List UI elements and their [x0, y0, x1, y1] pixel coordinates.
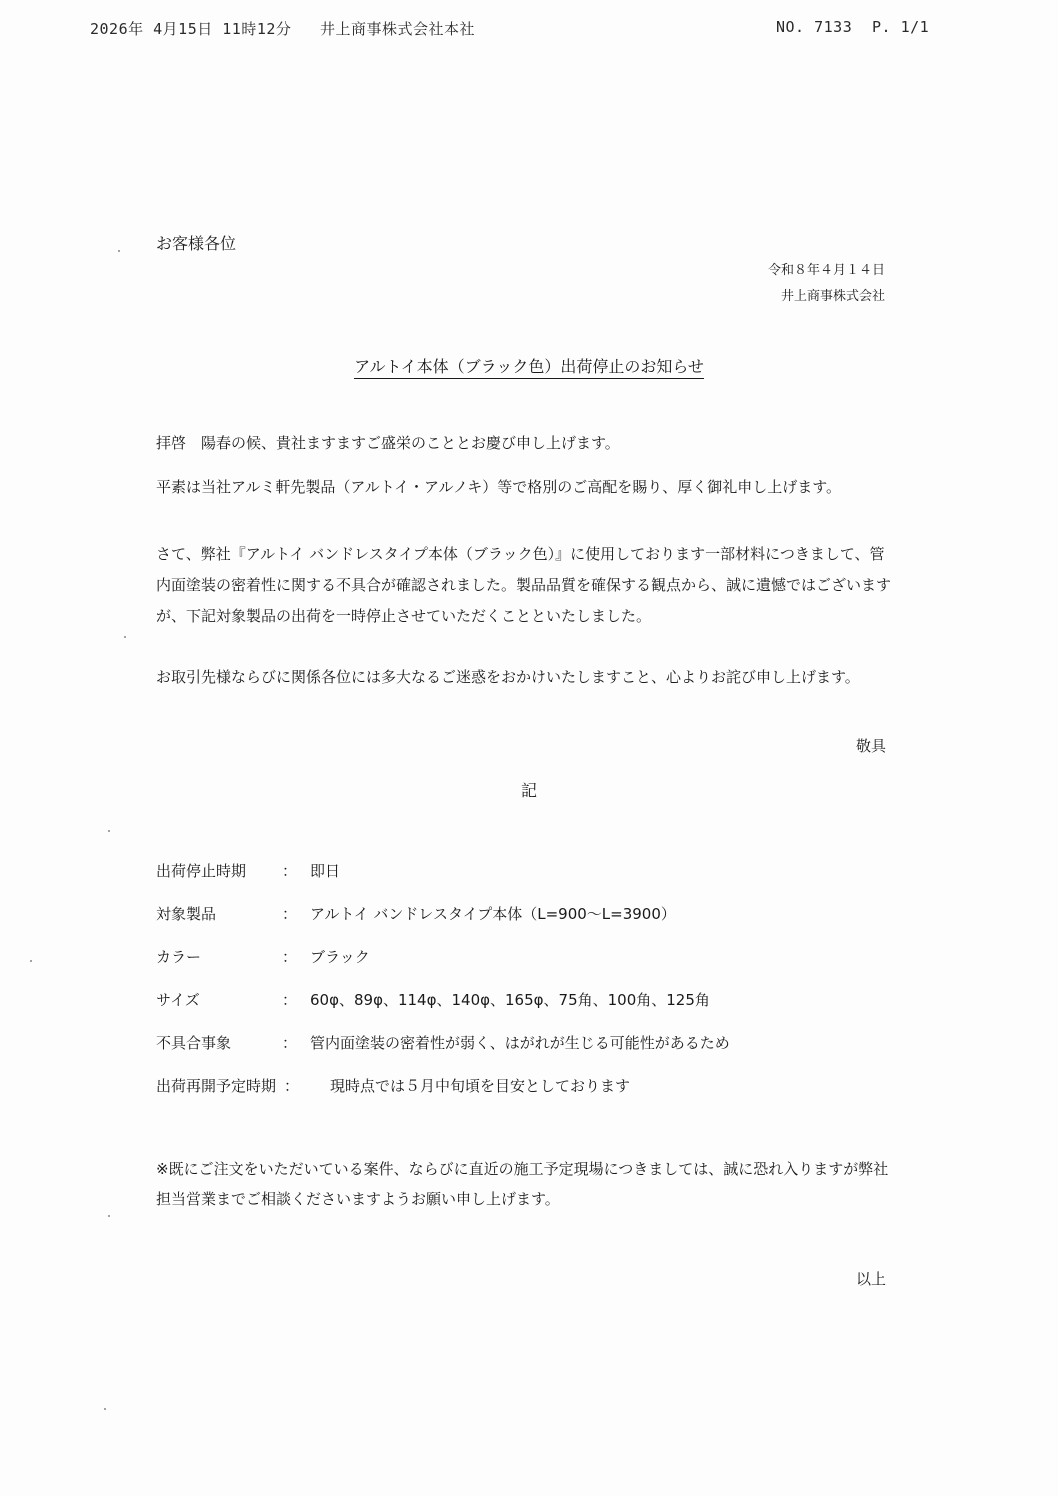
- detail-row-stop-date: [156, 860, 916, 903]
- paragraph-thanks: 平素は当社アルミ軒先製品（アルトイ・アルノキ）等で格別のご高配を賜り、厚く御礼申し上げます。: [156, 478, 842, 496]
- detail-row-resume-date: [156, 1075, 916, 1118]
- paragraph-greeting: 拝啓 陽春の候、貴社ますますご盛栄のこととお慶び申し上げます。: [156, 434, 620, 452]
- letter-title: [0, 354, 1058, 377]
- note-paragraph: ※既にご注文をいただいている案件、ならびに直近の施工予定現場につきましては、誠に恐れ入りますが弊社担当営業までご相談くださいますようお願い申し上げます。: [156, 1160, 889, 1208]
- detail-label: 出荷再開予定時期: [156, 1077, 277, 1095]
- fax-header: [0, 18, 1058, 42]
- paragraph-apology: お取引先様ならびに関係各位には多大なるご迷惑をおかけいたしますこと、心よりお詫び申し上げます。: [156, 668, 860, 686]
- paragraph-announcement: さて、弊社『アルトイ バンドレスタイプ本体（ブラック色）』に使用しております一部材料につきまして、管内面塗装の密着性に関する不具合が確認されました。製品品質を確保する観点から、誠に遺憾ではございますが、下記対象製品の出荷を一時停止させていただくことといたしました。: [156, 545, 892, 625]
- fax-datetime: 2026年 4月15日 11時12分: [90, 20, 292, 38]
- ki-heading: 記: [520, 781, 537, 800]
- detail-colon: ：: [282, 862, 298, 880]
- scan-speck: [124, 636, 126, 638]
- detail-row-defect: [156, 1032, 916, 1075]
- closing-keigu: 敬具: [855, 737, 886, 755]
- detail-row-color: [156, 946, 916, 989]
- detail-colon: ：: [282, 948, 298, 966]
- addressee: お客様各位: [156, 234, 237, 253]
- detail-value: 管内面塗装の密着性が弱く、はがれが生じる可能性があるため: [310, 1034, 730, 1052]
- detail-colon: ：: [284, 1077, 300, 1095]
- closing-ijo: 以上: [855, 1270, 886, 1288]
- detail-label: 対象製品: [156, 905, 217, 923]
- scan-speck: [108, 1215, 110, 1217]
- detail-value: 現時点では５月中旬頃を目安としております: [330, 1077, 631, 1095]
- scan-speck: [108, 830, 110, 832]
- company-name: 井上商事株式会社: [780, 289, 885, 304]
- scan-speck: [30, 960, 32, 962]
- detail-colon: ：: [282, 991, 298, 1009]
- fax-number: NO. 7133: [776, 18, 853, 36]
- detail-value: 即日: [310, 862, 341, 880]
- detail-label: サイズ: [156, 991, 200, 1009]
- scan-speck: [104, 1408, 106, 1410]
- detail-label: 出荷停止時期: [156, 862, 247, 880]
- details-list: [156, 860, 916, 1118]
- detail-label: カラー: [156, 948, 202, 966]
- fax-sender: 井上商事株式会社本社: [320, 20, 476, 38]
- detail-label: 不具合事象: [156, 1034, 232, 1052]
- fax-page: P. 1/1: [872, 18, 930, 36]
- detail-colon: ：: [282, 1034, 298, 1052]
- detail-colon: ：: [282, 905, 298, 923]
- detail-row-product: [156, 903, 916, 946]
- detail-value: 60φ、89φ、114φ、140φ、165φ、75角、100角、125角: [310, 991, 710, 1009]
- detail-value: ブラック: [310, 948, 370, 966]
- letter-title-text: アルトイ本体（ブラック色）出荷停止のお知らせ: [354, 357, 704, 379]
- detail-value: アルトイ バンドレスタイプ本体（L=900～L=3900）: [310, 905, 676, 923]
- letter-date: 令和８年４月１４日: [767, 263, 885, 278]
- detail-row-size: [156, 989, 916, 1032]
- scan-speck: [118, 250, 120, 252]
